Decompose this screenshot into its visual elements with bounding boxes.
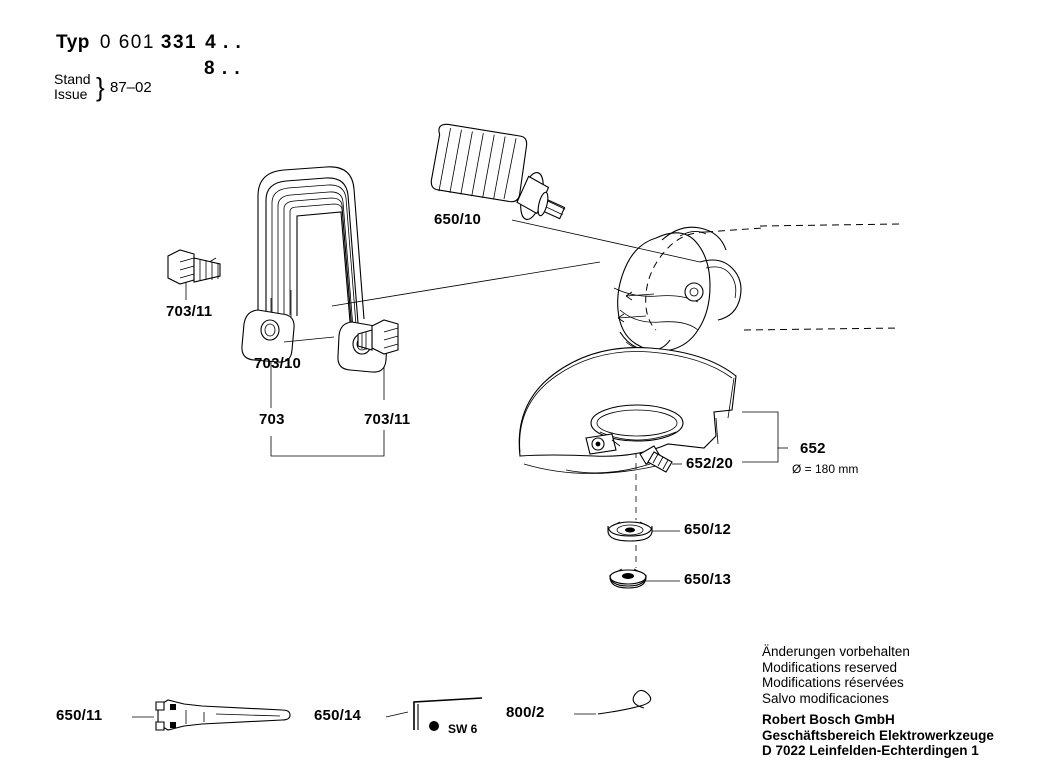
callout-703-11-left: 703/11 (166, 303, 213, 320)
stand-issue-brace: } (96, 72, 105, 102)
spanner-size-note: SW 6 (448, 722, 478, 736)
type-number-suffix1: 4 . . (205, 32, 242, 53)
callout-703-11-right: 703/11 (364, 411, 411, 428)
type-number-part1: 0 601 (99, 32, 155, 53)
callout-652: 652 (800, 440, 826, 457)
diameter-note: Ø = 180 mm (792, 462, 859, 476)
callout-650-12: 650/12 (684, 521, 732, 538)
part-650-10-grip (425, 117, 566, 222)
type-number-suffix2: 8 . . (204, 58, 241, 79)
callout-650-11: 650/11 (56, 707, 103, 724)
footer-block (762, 644, 994, 759)
company-name: Robert Bosch GmbH (762, 712, 895, 727)
callout-800-2: 800/2 (506, 704, 545, 721)
callout-652-20: 652/20 (686, 455, 734, 472)
footer-line-fr: Modifications réservées (762, 675, 904, 690)
type-number-part2: 331 (160, 32, 198, 53)
callout-650-14: 650/14 (314, 707, 362, 724)
footer-line-es: Salvo modificaciones (762, 690, 889, 706)
company-address: D 7022 Leinfelden-Echterdingen 1 (762, 743, 979, 758)
part-703-11-screw-left (168, 250, 220, 284)
callout-703: 703 (259, 411, 285, 428)
callout-650-13: 650/13 (684, 571, 732, 588)
typ-label: Typ (56, 32, 90, 53)
issue-label: Issue (54, 86, 88, 102)
part-650-13-nut (610, 569, 646, 588)
callout-703-10: 703/10 (254, 355, 302, 372)
part-800-2-hook (598, 690, 651, 714)
part-650-12-flange (608, 522, 652, 541)
issue-date: 87–02 (110, 79, 152, 96)
company-division: Geschäftsbereich Elektrowerkzeuge (762, 727, 994, 743)
stand-label: Stand (54, 71, 91, 87)
callout-650-10: 650/10 (434, 211, 482, 228)
footer-line-en: Modifications reserved (762, 659, 898, 675)
part-650-11-wrench (156, 700, 290, 730)
footer-line-de: Änderungen vorbehalten (762, 644, 910, 659)
